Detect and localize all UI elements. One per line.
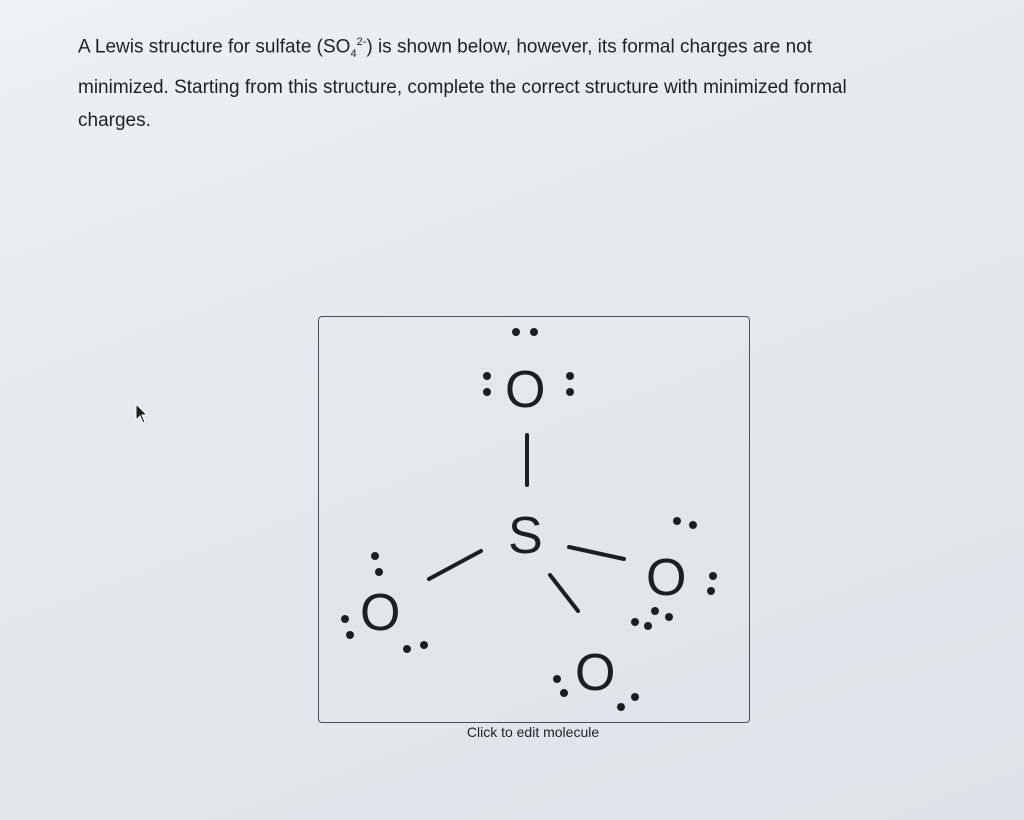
atom-s-central: S [508, 507, 543, 565]
lone-pair-dot [651, 607, 659, 615]
lone-pair-dot [617, 703, 625, 711]
lone-pair-dot [483, 372, 491, 380]
formula-superscript: 2- [356, 36, 367, 48]
lone-pair-dot [644, 622, 652, 630]
atom-o-top: O [505, 361, 546, 419]
lone-pair-dot [689, 521, 697, 529]
lone-pair-dot [530, 328, 538, 336]
lone-pair-dot [673, 517, 681, 525]
question-line1-suffix: ) is shown below, however, its formal charges are not [366, 36, 813, 58]
lone-pair-dot [403, 645, 411, 653]
lone-pair-dot [707, 587, 715, 595]
molecule-editor[interactable] [318, 316, 750, 723]
lone-pair-dot [483, 388, 491, 396]
bond-s-o-left [429, 551, 481, 579]
lone-pair-dot [375, 568, 383, 576]
lone-pair-dot [341, 615, 349, 623]
bond-s-o-right [569, 547, 624, 559]
atom-o-right: O [646, 549, 687, 607]
atom-o-left: O [360, 584, 401, 642]
lone-pair-dot [631, 618, 639, 626]
bond-s-o-bottom [550, 575, 578, 611]
question-line3: charges. [78, 110, 151, 132]
question-line2: minimized. Starting from this structure, complete the correct structure with minimized formal [78, 77, 847, 99]
lone-pair-dot [665, 613, 673, 621]
lone-pair-dot [512, 328, 520, 336]
arrow-cursor-icon [134, 403, 148, 425]
lewis-structure-drawing [319, 317, 749, 722]
question-line1-prefix: A Lewis structure for sulfate (SO [78, 36, 351, 58]
lone-pair-dot [631, 693, 639, 701]
lone-pair-dot [553, 675, 561, 683]
lone-pair-dot [709, 572, 717, 580]
formula-subscript: 4 [350, 48, 357, 61]
question-text [78, 26, 978, 137]
lone-pair-dot [566, 372, 574, 380]
lone-pair-dot [566, 388, 574, 396]
lone-pair-dot [346, 631, 354, 639]
edit-molecule-link[interactable]: Click to edit molecule [466, 724, 600, 740]
lone-pair-dot [371, 552, 379, 560]
atom-o-bottom: O [575, 644, 616, 702]
lone-pair-dot [560, 689, 568, 697]
lone-pair-dot [420, 641, 428, 649]
